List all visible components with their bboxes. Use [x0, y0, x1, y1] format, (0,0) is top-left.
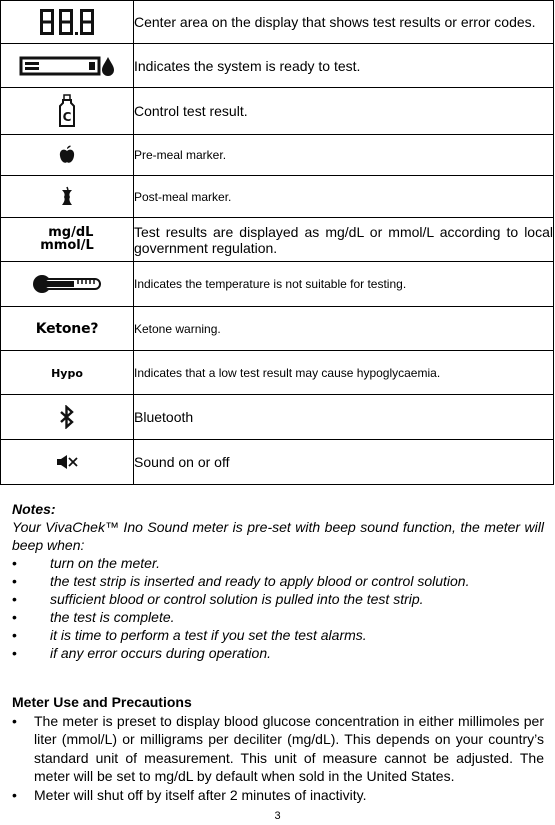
description: Test results are displayed as mg/dL or mmol/L according to local government regulation. — [134, 218, 554, 262]
apple-icon — [58, 145, 76, 165]
description: Indicates that a low test result may cause hypoglycaemia. — [134, 351, 554, 395]
table-row — [1, 351, 554, 395]
table-row — [1, 176, 554, 218]
icon-cell — [1, 351, 134, 395]
list-item: • it is time to perform a test if you set the test alarms. — [12, 627, 367, 643]
table-row — [1, 135, 554, 176]
icon-cell — [1, 395, 134, 440]
table-row — [1, 218, 554, 262]
description: Post-meal marker. — [134, 176, 554, 218]
table-row — [1, 262, 554, 307]
table-row — [1, 307, 554, 351]
notes-intro: Your VivaChek™ Ino Sound meter is pre-set with beep sound function, the meter will beep when: — [12, 519, 544, 553]
units-icon — [40, 226, 94, 252]
table-row — [1, 44, 554, 88]
list-item: • turn on the meter. — [12, 555, 160, 571]
notes-block — [12, 500, 544, 662]
list-item: • The meter is preset to display blood glucose concentration in either millimoles per liter (mmol/L) or milligrams per deciliter (mg/dL). This depends on your country’s standard unit of measurement. This unit of measure cannot be adjusted. The meter will be set to mg/dL by default when sold in the United States. — [12, 712, 544, 784]
table-row — [1, 395, 554, 440]
error-code-digits-icon — [38, 7, 96, 37]
list-item: • if any error occurs during operation. — [12, 645, 271, 661]
description: Pre-meal marker. — [134, 135, 554, 176]
description: Ketone warning. — [134, 307, 554, 351]
section-title: Meter Use and Precautions — [12, 694, 192, 710]
icon-cell — [1, 135, 134, 176]
bluetooth-icon — [59, 405, 75, 429]
hypo-icon: Hypo — [51, 366, 83, 380]
icon-cell — [1, 88, 134, 135]
table-row — [1, 1, 554, 44]
table-row — [1, 440, 554, 485]
list-item: • Meter will shut off by itself after 2 minutes of inactivity. — [12, 786, 367, 803]
control-solution-bottle-icon — [58, 94, 76, 128]
description: Bluetooth — [134, 395, 554, 440]
list-item: • the test is complete. — [12, 609, 175, 625]
description: Control test result. — [134, 88, 554, 135]
icon-cell — [1, 440, 134, 485]
icon-cell — [1, 44, 134, 88]
thermometer-icon — [32, 274, 102, 294]
icon-cell — [1, 176, 134, 218]
icon-cell — [1, 1, 134, 44]
icon-cell — [1, 218, 134, 262]
ketone-icon: Ketone? — [35, 320, 99, 337]
test-strip-blood-drop-icon — [19, 55, 115, 77]
description: Sound on or off — [134, 440, 554, 485]
precautions-section — [12, 693, 544, 804]
units-mg-dl: mg/dL — [48, 224, 94, 240]
description: Indicates the system is ready to test. — [134, 44, 554, 88]
list-item: • sufficient blood or control solution is pulled into the test strip. — [12, 591, 424, 607]
apple-core-icon — [60, 186, 74, 208]
table-row — [1, 88, 554, 135]
list-item: • the test strip is inserted and ready to apply blood or control solution. — [12, 573, 470, 589]
description: Indicates the temperature is not suitable for testing. — [134, 262, 554, 307]
units-mmol-l: mmol/L — [40, 237, 94, 253]
description: Center area on the display that shows test results or error codes. — [134, 1, 554, 44]
bottle-label: C — [62, 110, 72, 124]
icon-cell — [1, 307, 134, 351]
icon-cell — [1, 262, 134, 307]
notes-title: Notes: — [12, 501, 56, 517]
speaker-mute-icon — [56, 454, 78, 470]
page-number: 3 — [274, 810, 281, 822]
